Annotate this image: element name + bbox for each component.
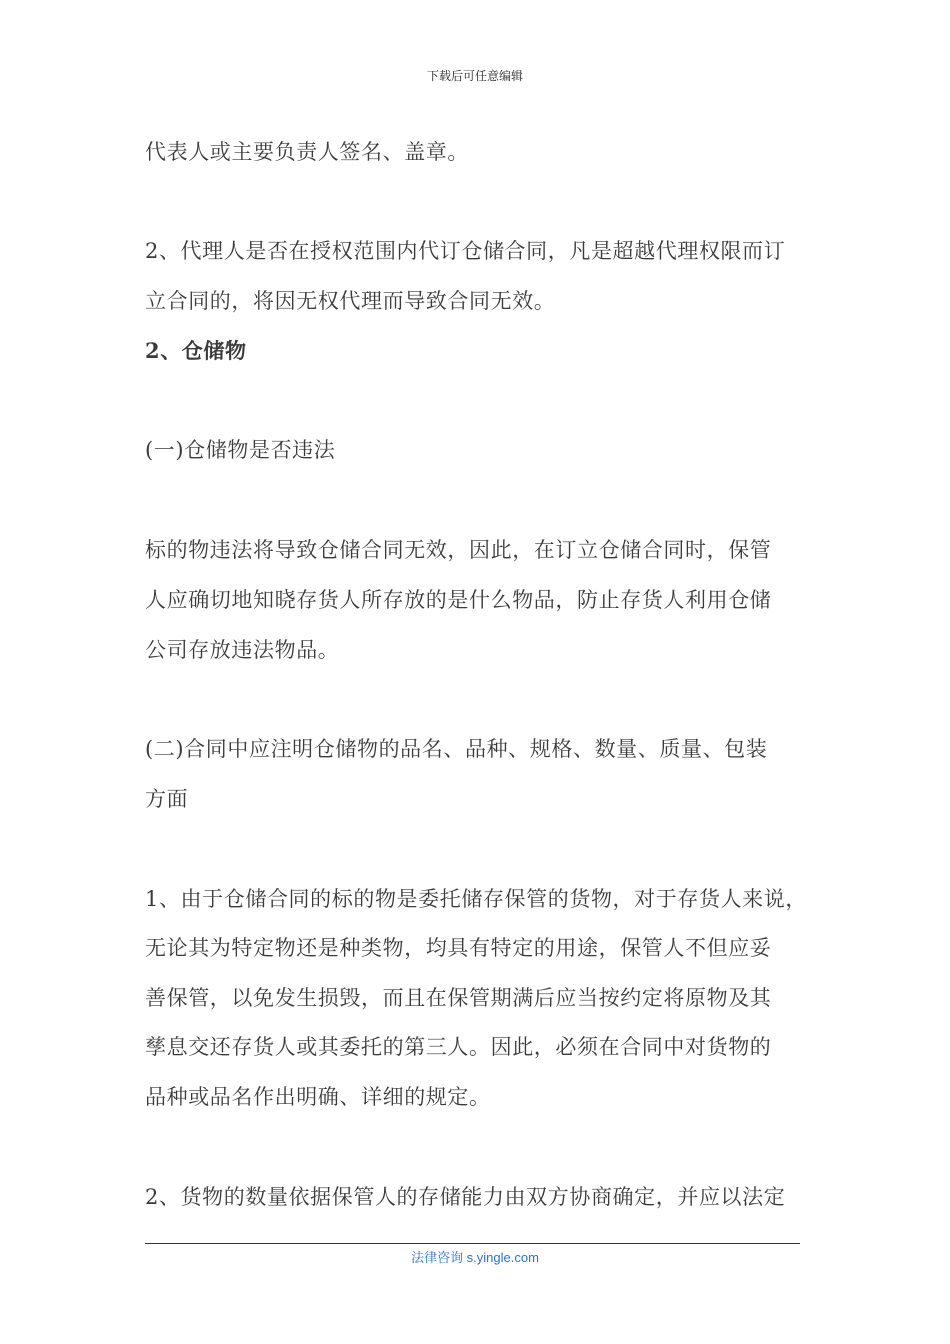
paragraph-line: 标的物违法将导致仓储合同无效，因此，在订立仓储合同时，保管 [145, 538, 772, 562]
page-footer: 法律咨询 s.yingle.com [411, 1250, 539, 1265]
paragraph-line: 代表人或主要负责人签名、盖章。 [145, 140, 469, 164]
paragraph-line: 立合同的，将因无权代理而导致合同无效。 [145, 289, 556, 313]
paragraph-line: 1、由于仓储合同的标的物是委托储存保管的货物，对于存货人来说， [145, 887, 807, 911]
paragraph-line: 公司存放违法物品。 [145, 638, 340, 662]
paragraph-line: 2、代理人是否在授权范围内代订仓储合同，凡是超越代理权限而订 [145, 239, 786, 263]
page-header: 下载后可任意编辑 [426, 69, 523, 83]
paragraph-line: 善保管，以免发生损毁，而且在保管期满后应当按约定将原物及其 [145, 986, 772, 1010]
subsection-heading-continued: 方面 [145, 787, 189, 811]
paragraph-line: 人应确切地知晓存货人所存放的是什么物品，防止存货人利用仓储 [145, 588, 772, 612]
paragraph-line: 无论其为特定物还是种类物，均具有特定的用途，保管人不但应妥 [145, 936, 772, 960]
paragraph-line: 2、货物的数量依据保管人的存储能力由双方协商确定，并应以法定 [145, 1185, 786, 1209]
subsection-heading: (二)合同中应注明仓储物的品名、品种、规格、数量、质量、包装 [145, 737, 768, 761]
paragraph-line: 品种或品名作出明确、详细的规定。 [145, 1085, 491, 1109]
footer-divider [145, 1243, 800, 1244]
section-heading: 2、仓储物 [145, 338, 247, 363]
paragraph-line: 孳息交还存货人或其委托的第三人。因此，必须在合同中对货物的 [145, 1035, 772, 1059]
subsection-heading: (一)仓储物是否违法 [145, 438, 336, 462]
